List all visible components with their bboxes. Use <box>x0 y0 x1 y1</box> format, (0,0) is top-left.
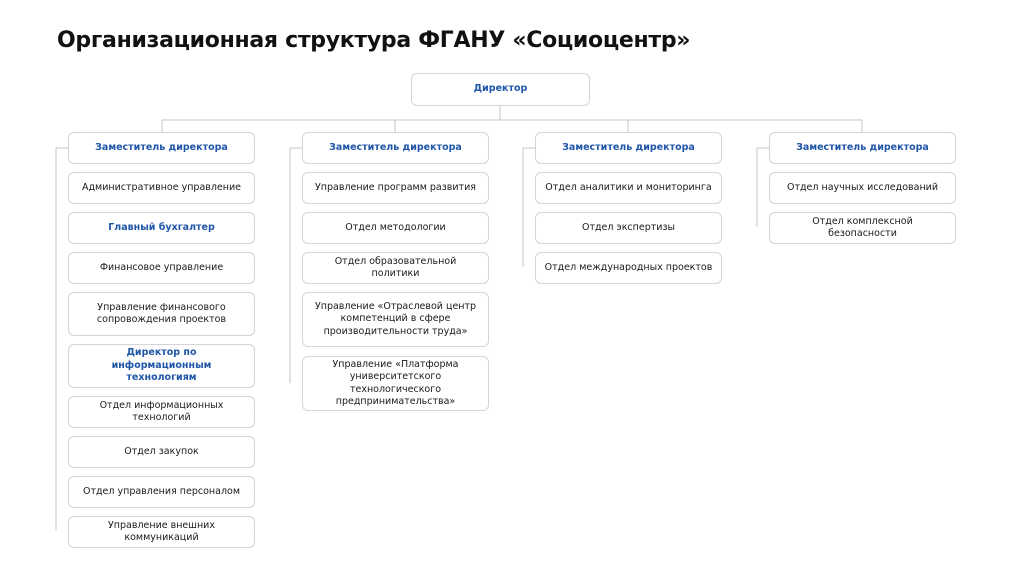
col1-unit-finance-support[interactable]: Управление финансового сопровождения проектов <box>68 292 255 336</box>
col2-unit-productivity-center[interactable]: Управление «Отраслевой центр компетенций в сфере производительности труда» <box>302 292 489 347</box>
col1-unit-hr[interactable]: Отдел управления персоналом <box>68 476 255 508</box>
director-box[interactable] <box>411 73 590 106</box>
col3-unit-international[interactable]: Отдел международных проектов <box>535 252 722 284</box>
col1-unit-finance[interactable]: Финансовое управление <box>68 252 255 284</box>
col3-unit-expertise[interactable]: Отдел экспертизы <box>535 212 722 244</box>
col4-unit-research[interactable]: Отдел научных исследований <box>769 172 956 204</box>
col2-unit-development-programs[interactable]: Управление программ развития <box>302 172 489 204</box>
director-label: Директор <box>473 83 528 95</box>
deputy-director-3[interactable]: Заместитель директора <box>535 132 722 164</box>
col1-chief-accountant[interactable]: Главный бухгалтер <box>68 212 255 244</box>
col4-unit-security[interactable]: Отдел комплексной безопасности <box>769 212 956 244</box>
deputy-director-2[interactable]: Заместитель директора <box>302 132 489 164</box>
deputy-director-1[interactable]: Заместитель директора <box>68 132 255 164</box>
col2-unit-entrepreneurship-platform[interactable]: Управление «Платформа университетского технологического предпринимательства» <box>302 356 489 411</box>
col1-unit-administrative[interactable]: Административное управление <box>68 172 255 204</box>
deputy-director-4[interactable]: Заместитель директора <box>769 132 956 164</box>
col1-unit-procurement[interactable]: Отдел закупок <box>68 436 255 468</box>
col1-unit-it[interactable]: Отдел информационных технологий <box>68 396 255 428</box>
col1-unit-external-comms[interactable]: Управление внешних коммуникаций <box>68 516 255 548</box>
page-title: Организационная структура ФГАНУ «Социоцентр» <box>57 28 691 53</box>
col3-unit-analytics[interactable]: Отдел аналитики и мониторинга <box>535 172 722 204</box>
col2-unit-methodology[interactable]: Отдел методологии <box>302 212 489 244</box>
col1-it-director[interactable]: Директор по информационным технологиям <box>68 344 255 388</box>
col2-unit-education-policy[interactable]: Отдел образовательной политики <box>302 252 489 284</box>
